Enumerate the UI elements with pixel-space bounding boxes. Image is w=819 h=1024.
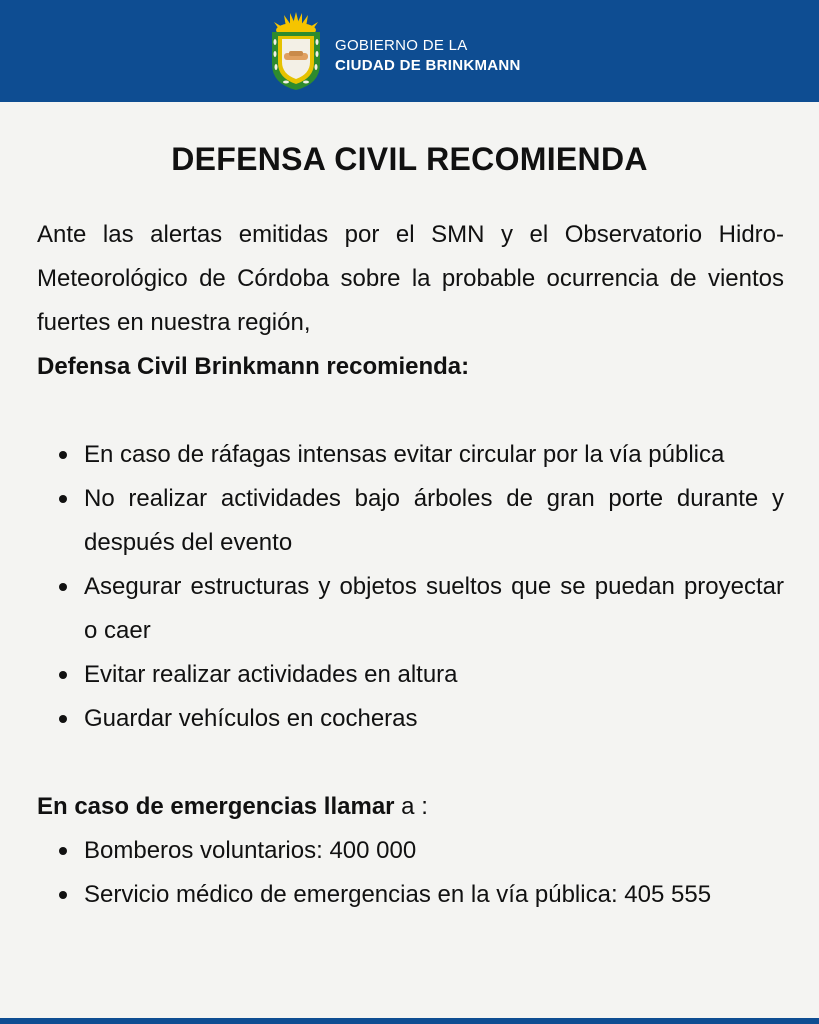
emergency-heading-bold: En caso de emergencias llamar [37, 793, 395, 820]
emergency-heading [37, 785, 784, 829]
emergency-contact-item: Servicio médico de emergencias en la vía pública: 405 555 [37, 873, 784, 917]
emergency-contacts-list [37, 829, 784, 917]
city-coat-of-arms-icon [266, 12, 326, 92]
recommendation-item: En caso de ráfagas intensas evitar circular por la vía pública [37, 433, 784, 477]
recommend-heading: Defensa Civil Brinkmann recomienda: [37, 353, 470, 380]
page-title: DEFENSA CIVIL RECOMIENDA [171, 141, 648, 177]
recommendation-item: Asegurar estructuras y objetos sueltos que se puedan proyectar o caer [37, 565, 784, 653]
recommendation-item: Evitar realizar actividades en altura [37, 653, 784, 697]
brand-text [335, 36, 521, 76]
brand-line-1: GOBIERNO DE LA [335, 37, 468, 54]
recommendation-item: Guardar vehículos en cocheras [37, 697, 784, 741]
emergency-contact-item: Bomberos voluntarios: 400 000 [37, 829, 784, 873]
recommendation-item: No realizar actividades bajo árboles de gran porte durante y después del evento [37, 477, 784, 565]
brand-line-2: CIUDAD DE BRINKMANN [335, 57, 521, 74]
emergency-heading-rest: a : [394, 793, 428, 820]
intro-paragraph: Ante las alertas emitidas por el SMN y el Observatorio Hidro-Meteorológico de Córdoba sobre la probable ocurrencia de vientos fuertes en nuestra región, [37, 221, 784, 336]
notice-body [37, 213, 784, 917]
header-bar [0, 0, 819, 102]
recommendations-list [37, 433, 784, 741]
footer-bar [0, 1018, 819, 1024]
